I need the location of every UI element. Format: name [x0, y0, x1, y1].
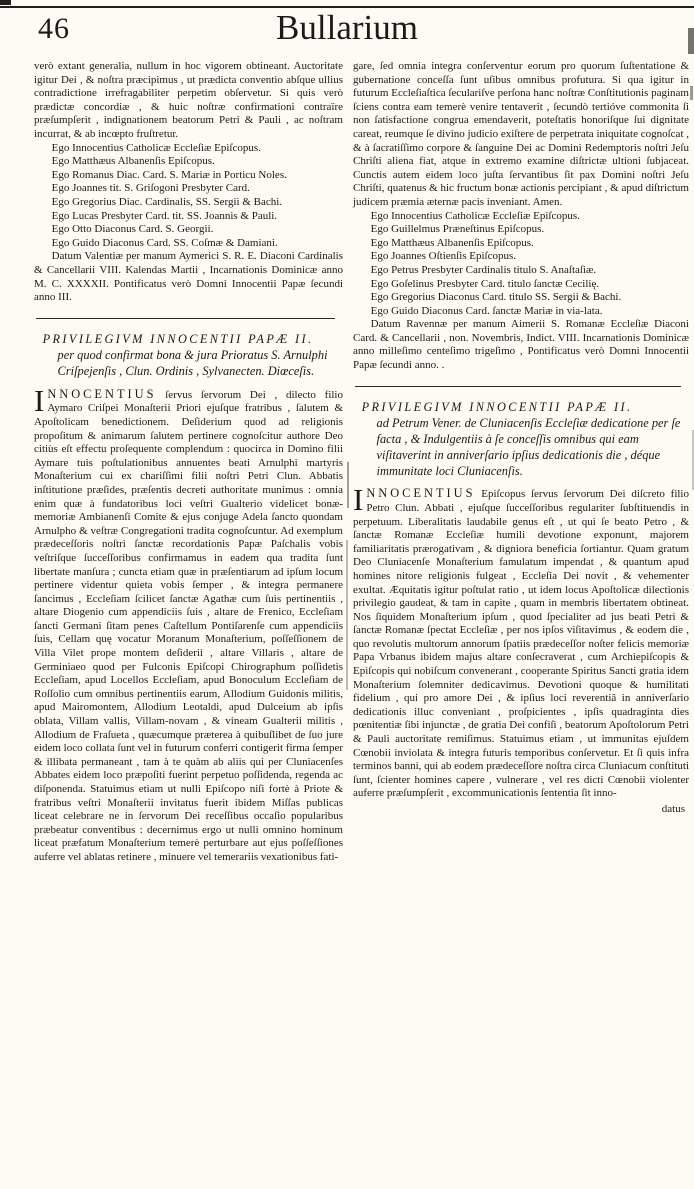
scan-artifact: [0, 0, 11, 5]
signature-list: [353, 210, 689, 319]
privilege-heading: [353, 399, 689, 479]
signature-line: Ego Guillelmus Præneſtinus Epiſcopus.: [370, 223, 545, 236]
signature-line: Ego Otto Diaconus Card. S. Georgii.: [51, 223, 214, 236]
paragraph-continuation: gare, ſed omnia integra conſerventur eorum pro quorum ſuſtentatione & gubernatione conceſſa ſunt uſibus omnibus profutura. Si qua igitur in futurum Eccleſiaſtica ſeculariſve perſona hanc noſtræ Conſtitutionis paginam ſciens contra eam temerè venire tentaverit , ſecundò tertióve commonita ſi non ſatisfactione congrua emendaverit, poteſtatis honoriſque ſui dignitate careat, reumque ſe divino judicio exiſtere de perpetrata iniquitate cognoſcat , & à ſacratiſſimo corpore & ſanguine Dei ac Domini Redemptoris noſtri Jeſu Chriſti aliena fiat, atque in extremo examine diſtrictæ ultioni ſubjaceat. Cunctis autem eidem loco juſta ſervantibus ſit pax Domini noſtri Jeſu Chriſti, quatenus & hic fructum bonæ actionis percipiant , & apud diſtrictum judicem præmia æternæ pacis inveniant. Amen.: [353, 60, 689, 208]
left-column: [34, 60, 343, 865]
incipit-word: NNOCENTIUS: [47, 386, 157, 401]
signature-line: Ego Lucas Presbyter Card. tit. SS. Joannis & Pauli.: [51, 209, 278, 222]
scan-artifact: [347, 462, 349, 508]
section-divider: [355, 386, 681, 388]
privilege-body-text: Epiſcopus ſervus ſervorum Dei diſcreto filio Petro Clun. Abbati , ejuſque ſucceſſoribus regulariter ſubſtituendis in perpetuum. Liberalitatis laudabile genus eſt , ut qui ſe beato Petro , & ſanctæ Romanæ Eccleſiæ humili devotione exponunt, majorem familiaritatis prærogativam , & digniora beneficia ſortiantur. Quam gratum Deo Cluniacenſe Monaſterium famulatum impendat , & quantum apud homines nitore religionis fulgeat , Eccleſia Dei novit , & vehementer exultat. Æquitatis igitur poſtulat ratio , ut idem locus Apoſtolicæ dilectionis privilegio gaudeat, & tam in capite , quam in membris libertatem obtineat. Nos ſiquidem Monaſterium ipſum , quod ſpecialiter ad jus beati Petri & ſanctæ Romanæ ſpectat Eccleſiæ , per nos ipſos viſitavimus , & eodem die , quo revolutis multorum annorum ſpatiis prædeceſſor noſter felicis memoriæ Papa Vrbanus ibidem majus altare conſecraverat , cum Archiepiſcopis & Epiſcopis qui nobiſcum convenerant , cooperante Spiritus Sancti gratia idem Monaſterium ſolemniter dedicavimus. Devotioni quoque & humilitati fidelium , qui pro amore Dei , & ipſius loci reverentiâ in anniverſario dedicationis illuc conveniant , proſpicientes , ipſis quadraginta dies pœnitentiæ ſibi injunctæ , de gratia Dei confiſi , beatorum Apoſtolorum Petri & Pauli auctoritate remiſimus. Statuimus etiam , ut immunitas ejuſdem Cœnobii inviolata & integra futuris temporibus conſervetur. Et ſi quis infra terminos banni, qui ab eodem prædeceſſore noſtra circa Cluniacum conſtituti ſunt, ſcienter homines capere , vulnerare , vel res dicti Cœnobii violenter auferre præſumpſerit , excommunicationis ſententia ſit inno-: [353, 488, 690, 800]
signature-line: Ego Joannes Oſtienſis Epiſcopus.: [370, 250, 517, 263]
privilege-body-text: ſervus ſervorum Dei , dilecto filio Aymaro Criſpei Monaſterii Priori ejuſque fratribus , ſalutem & Apoſtolicam benedictionem. Deſiderium quod ad religionis propoſitum & animarum ſalutem pertinere cognoſcitur authore Deo citiùs eſt effectu proſequente complendum : quocirca in Domino filii Aymare tuis poſtulationibus annuentes beati Arnulphi martyris Monaſterium cui ex chariſſimi filii noſtri Petri Clun. Abbatis inſtitutione præſides, præſentis decreti authoritate munimus : omnia enim quæ à fundatoribus loci veſtri Gualterio videlicet bonæ-memoriæ Ambianenſi Comite & ejus conjuge Adela ſancto quondam Arnulpho & veſtræ Congregationi tradita cognoſcuntur. Ad exemplum prædeceſſoris noſtri ſanctæ recordationis Papæ Paſchalis vobis veſtriſque ſucceſſoribus confirmamus in eadem qua tradita ſunt libertate manſura ; cuncta etiam quæ in præſentiarum ad ipſum locum pertinere videntur quieta vobis ſemper , & integra permanere ſancimus , Eccleſiam ſcilicet ſanctæ Agathæ cum ſuis pertinentiis , altare Diogenio cum appendiciis ſuis , altare de Frenico, Eccleſiam ſancti Germani ſitam penes Caſtellum Pontiſarenſe cum appendiciis ſuis, Cellam quę vocatur Moranum Monaſterium, poſſeſſionem de Villa Vilet prope montem deſiderii , altare Villaris , altare de Germiniaeo quod per Fulconis Epiſcopi Chirographum poſſidetis Eccleſiam, apud Locellos Eccleſiam, apud Bonoculum Eccleſiam de Roſſolio cum omnibus pertinentiis earum, Allodium Guidonis militis, apud Mairomontem, Allodium Leotaldi, apud Dulceium ab ipſis oblata, Villam vallis, Villam-novam , & vineam Gualterii militis , Allodium de Fraſueta , quæcumque præterea à quibuſlibet de ſuo jure eidem loco collata ſunt vel in futurum conferri contigerit firma ſemper & illibata permaneant , tam à te quàm ab aliis qui per Cluniacenſes Abbates eidem loco præpoſiti fuerint perpetuo poſſidenda, regenda ac diſponenda. Statuimus etiam ut nulli Epiſcopo niſi fortè à Priote & fratribus veſtri Monaſterii invitatus fuerit ibidem Miſſas publicas liceat celebrare ne in ſervorum Dei receſſibus occaſio popularibus præbeatur conventibus : decernimus ergo ut nulli omnino hominum liceat præfatum Monaſterium temerè perturbare aut ejus poſſeſſiones auferre vel ablatas retinere , minuere vel temerariis vexationibus fati-: [34, 388, 343, 863]
signature-line: Ego Innocentius Catholicæ Eccleſiæ Epiſcopus.: [370, 209, 580, 222]
section-divider: [36, 318, 335, 320]
signature-line: Ego Goſelinus Presbyter Card. titulo ſanctæ Cecilię.: [370, 277, 600, 290]
page-header: [0, 8, 694, 58]
drop-cap: I: [34, 382, 45, 418]
scan-artifact: [690, 86, 693, 100]
signature-line: Ego Gregorius Diaconus Card. titulo SS. Sergii & Bachi.: [370, 291, 622, 304]
signature-list: [34, 142, 343, 251]
scan-artifact: [346, 540, 348, 690]
datum-paragraph: Datum Ravennæ per manum Aimerii S. Romanæ Eccleſiæ Diaconi Card. & Cancellarii , non. Novembris, Indict. VIII. Incarnationis Dominicæ anno milleſimo centeſimo trigeſimo , Pontificatus verò Domni Innocentii Papæ ſecundi anno. .: [353, 318, 689, 372]
privilege-body: [34, 382, 343, 865]
privilege-title: PRIVILEGIVM INNOCENTII PAPÆ II.: [361, 400, 633, 415]
signature-line: Ego Guido Diaconus Card. SS. Coſmæ & Damiani.: [51, 236, 278, 249]
datum-paragraph: Datum Valentiæ per manum Aymerici S. R. E. Diaconi Cardinalis & Cancellarii VIII. Kalendas Martii , Incarnationis Dominicæ anno M. C. XXXXII. Pontificatus verò Domni Innocentii Papæ ſecundi anno III.: [34, 250, 343, 304]
right-column: [353, 60, 689, 865]
incipit-word: NNOCENTIUS: [366, 486, 476, 501]
drop-cap: I: [353, 482, 364, 518]
privilege-body: [353, 482, 690, 801]
privilege-subtitle: per quod confirmat bona & jura Prioratus S. Arnulphi Criſpejenſis , Clun. Ordinis , Sylvanecten. Diœceſis.: [57, 348, 328, 378]
signature-line: Ego Matthæus Albanenſis Epiſcopus.: [370, 236, 534, 249]
signature-line: Ego Innocentius Catholicæ Eccleſiæ Epiſcopus.: [51, 141, 261, 154]
running-title: Bullarium: [276, 8, 418, 47]
signature-line: Ego Gregorius Diac. Cardinalis, SS. Sergii & Bachi.: [51, 195, 283, 208]
catchword: datus: [661, 803, 685, 815]
privilege-heading: [34, 331, 343, 380]
paragraph-continuation: verò extant generalia, nullum in hoc vigorem obtineant. Auctoritate igitur Dei , & noſtra præcipimus , ut prædicta conventio abſque ullius contradictione irrefragabiliter perpetim obſervetur. Si quis verò prædictæ concordiæ , & huic noſtræ confirmationi contraïre præſumpſerit , indignationem beatorum Petri & Pauli , ac noſtram incurrat, & ab incœpto fruſtretur.: [34, 60, 343, 140]
page-number: 46: [38, 12, 70, 45]
signature-line: Ego Matthæus Albanenſis Epiſcopus.: [51, 155, 215, 168]
signature-line: Ego Petrus Presbyter Cardinalis titulo S. Anaſtaſiæ.: [370, 263, 597, 276]
privilege-title: PRIVILEGIVM INNOCENTII PAPÆ II.: [42, 332, 314, 347]
privilege-subtitle: ad Petrum Vener. de Cluniacenſis Eccleſiæ dedicatione per ſe facta , & Indulgentiis à ſe conceſſis omnibus qui eam viſitaverint in anniverſario ipſius dedicationis die , déque immunitate loci Cluniacenſis.: [376, 416, 681, 478]
signature-line: Ego Romanus Diac. Card. S. Mariæ in Porticu Noles.: [51, 168, 287, 181]
signature-line: Ego Joannes tit. S. Griſogoni Presbyter Card.: [51, 182, 250, 195]
signature-line: Ego Guido Diaconus Card. ſanctæ Mariæ in via-lata.: [370, 304, 603, 317]
